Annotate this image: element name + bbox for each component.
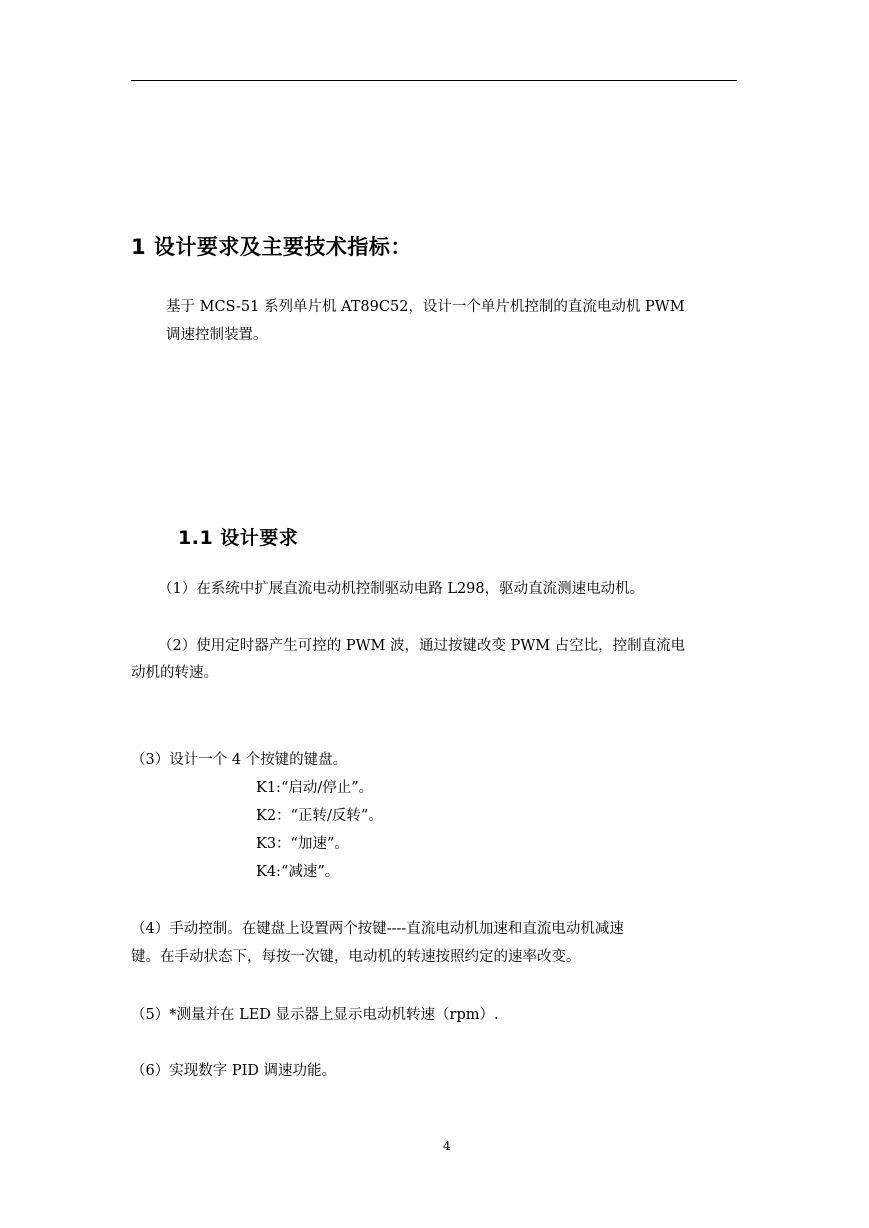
key-item-k2: K2：“正转/反转”。 — [256, 808, 383, 824]
header-rule — [131, 80, 737, 81]
section-1-heading: 1 设计要求及主要技术指标： — [131, 235, 412, 259]
section-1-1-heading: 1.1 设计要求 — [178, 527, 299, 549]
section-1-paragraph-line-1: 基于 MCS-51 系列单片机 AT89C52，设计一个单片机控制的直流电动机 PWM — [166, 299, 685, 315]
requirement-item-2-line-2: 动机的转速。 — [131, 665, 218, 681]
requirement-item-3: （3）设计一个 4 个按键的键盘。 — [131, 752, 348, 768]
requirement-item-2-line-1: （2）使用定时器产生可控的 PWM 波，通过按键改变 PWM 占空比，控制直流电 — [158, 638, 686, 654]
key-item-k1: K1:“启动/停止”。 — [256, 780, 374, 796]
requirement-item-4-line-2: 键。在手动状态下，每按一次键，电动机的转速按照约定的速率改变。 — [131, 949, 581, 965]
requirement-item-4-line-1: （4）手动控制。在键盘上设置两个按键----直流电动机加速和直流电动机减速 — [131, 921, 624, 937]
section-1-paragraph-line-2: 调速控制装置。 — [166, 327, 268, 343]
requirement-item-5: （5）*测量并在 LED 显示器上显示电动机转速（rpm）. — [131, 1007, 499, 1023]
requirement-item-6: （6）实现数字 PID 调速功能。 — [131, 1063, 337, 1079]
requirement-item-1: （1）在系统中扩展直流电动机控制驱动电路 L298，驱动直流测速电动机。 — [158, 581, 645, 597]
key-item-k4: K4:“减速”。 — [256, 864, 340, 880]
page-number: 4 — [443, 1139, 451, 1153]
key-item-k3: K3：“加速”。 — [256, 836, 349, 852]
